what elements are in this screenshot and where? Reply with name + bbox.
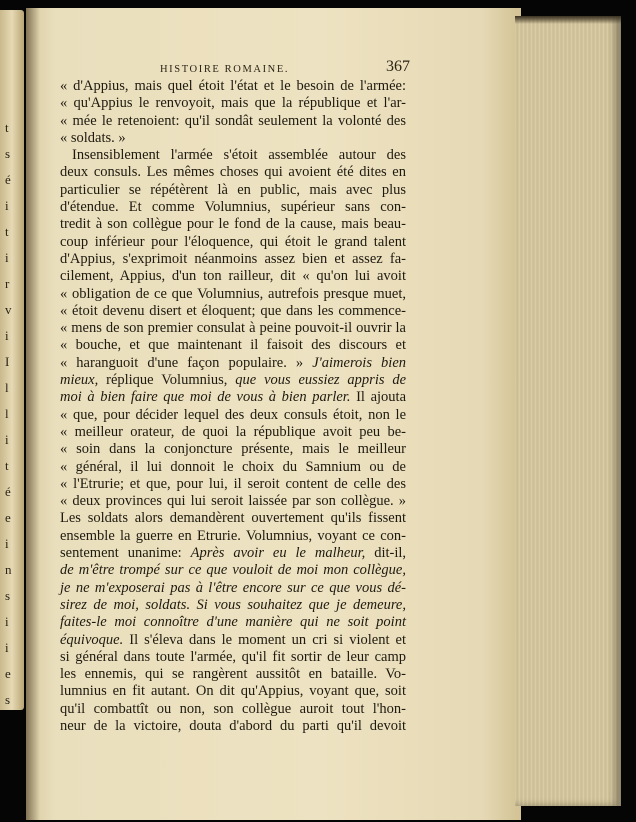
text-line (60, 234, 406, 251)
text-run: si général dans toute l'armée, qu'il fit sortir de leur camp (60, 648, 406, 665)
text-run: « deux provinces qui lui seroit laissée par son collègue. » (60, 493, 406, 510)
previous-page-edge (0, 10, 24, 710)
text-line (60, 718, 406, 735)
margin-letter: é (5, 484, 11, 499)
margin-letter: r (5, 276, 10, 291)
margin-letter: i (5, 250, 9, 265)
text-line (60, 407, 406, 424)
text-line (60, 320, 406, 337)
margin-letter: I (5, 354, 10, 369)
text-line (60, 441, 406, 458)
text-line (60, 701, 406, 718)
text-line (60, 268, 406, 285)
text-run: d'étendue. Et comme Volumnius, supérieur sans con- (60, 199, 406, 216)
italic-text: moi à bien faire que moi de vous à bien parler. (60, 389, 351, 406)
italic-text: faites-le moi connoître d'une manière qui ne soit point (60, 614, 406, 631)
text-run: ensemble la guerre en Etrurie. Volumnius, voyant ce con- (60, 527, 406, 544)
margin-letter: i (5, 432, 9, 447)
text-run: tredit à son collègue pour le fond de la cause, mais beau- (60, 216, 406, 233)
page-stack-edges (515, 16, 621, 806)
text-run: « d'Appius, mais quel étoit l'état et le besoin de l'armée: (60, 78, 406, 94)
text-run: « obligation de ce que Volumnius, autrefois presque muet, (60, 285, 406, 302)
italic-text: je ne m'exposerai pas à l'être encore sur ce que vous dé- (60, 579, 406, 596)
text-run: « soin dans la conjoncture présente, mais le meilleur (60, 441, 406, 458)
text-run: « qu'Appius le renvoyoit, mais que la république et l'ar- (60, 95, 406, 112)
text-line (60, 493, 406, 510)
italic-text: équivoque. (60, 631, 124, 648)
text-run: lumnius en fit autant. On dit qu'Appius, voyant que, soit (60, 683, 406, 700)
text-line (60, 424, 406, 441)
margin-letter: i (5, 536, 9, 551)
text-run: « soldats. » (60, 129, 126, 146)
text-run: « mée le retenoient: qu'il sondât seulement la volonté des (60, 112, 406, 129)
margin-letter: é (5, 172, 11, 187)
text-line (60, 545, 406, 562)
margin-letter: n (5, 562, 12, 577)
text-line (60, 78, 406, 95)
text-line (60, 632, 406, 649)
text-run: « général, il lui donnoit le choix du Samnium ou de (60, 458, 406, 475)
margin-letter: t (5, 120, 9, 135)
text-run: coup inférieur pour l'éloquence, qui étoit le grand talent (60, 233, 406, 250)
margin-letter: s (5, 692, 11, 707)
text-line (60, 303, 406, 320)
text-line (60, 597, 406, 614)
margin-letter: i (5, 328, 9, 343)
text-run: neur de la victoire, douta d'abord du parti qu'il devoit (60, 717, 406, 734)
text-run: les ennemis, qui se rangèrent aussitôt en bataille. Vo- (60, 666, 406, 683)
margin-letter: s (5, 588, 11, 603)
margin-letter: t (5, 458, 9, 473)
margin-letter: i (5, 614, 9, 629)
text-run: cilement, Appius, d'un ton railleur, dit « qu'on lui avoit (60, 268, 406, 285)
italic-text: Après avoir eu le malheur, (190, 545, 366, 562)
text-line (60, 147, 406, 164)
text-line (60, 372, 406, 389)
body-text (60, 78, 406, 735)
text-run: Il ajouta (356, 389, 407, 406)
text-run: Il s'éleva dans le moment un cri si violent et (129, 631, 406, 648)
text-run: dit-il, (374, 545, 407, 562)
text-line (60, 182, 406, 199)
text-line (60, 510, 406, 527)
margin-letter: s (5, 146, 11, 161)
text-line (60, 337, 406, 354)
text-line (60, 251, 406, 268)
page-header (160, 60, 410, 80)
italic-text: sirez de moi, soldats. Si vous souhaitez que je demeure, (60, 596, 406, 613)
italic-text: J'aimerois bien (312, 354, 407, 371)
text-line (60, 562, 406, 579)
margin-letter: e (5, 666, 11, 681)
italic-text: mieux, (60, 372, 99, 389)
text-run: « étoit devenu disert et éloquent; que dans les commence- (60, 302, 406, 319)
text-line (60, 580, 406, 597)
text-line (60, 113, 406, 130)
page-gutter-shadow (26, 8, 40, 820)
text-run: Les soldats alors demandèrent ouvertement qu'ils fissent (60, 510, 406, 527)
text-run: qu'il combattît ou non, son collègue auroit tout l'hon- (60, 700, 406, 717)
text-line (60, 389, 406, 406)
text-line (60, 286, 406, 303)
text-line (60, 614, 406, 631)
text-run: d'Appius, s'exprimoit néanmoins assez bien et assez fa- (60, 250, 406, 267)
italic-text: que vous eussiez appris de (235, 372, 407, 389)
text-line (60, 666, 406, 683)
text-line (60, 130, 406, 147)
text-run: « mens de son premier consulat à peine pouvoit-il ouvrir la (60, 320, 406, 337)
running-title: HISTOIRE ROMAINE. (160, 64, 290, 75)
text-line (60, 164, 406, 181)
text-run: « meilleur orateur, de quoi la république avoit peu be- (60, 423, 406, 440)
text-line (60, 649, 406, 666)
margin-letter: i (5, 198, 9, 213)
margin-letter: t (5, 224, 9, 239)
text-run: réplique Volumnius, (106, 372, 228, 389)
margin-letter: v (5, 302, 12, 317)
text-run: « l'Etrurie; et que, pour lui, il seroit content de celle des (60, 475, 406, 492)
text-run: sentement unanime: (60, 545, 182, 562)
italic-text: de m'être trompé sur ce que vouloit de moi mon collègue, (60, 562, 406, 579)
text-line (60, 216, 406, 233)
text-run: Insensiblement l'armée s'étoit assemblée autour des (72, 147, 406, 164)
page-number: 367 (386, 58, 410, 75)
margin-letter: l (5, 380, 9, 395)
text-run: « bouche, et que maintenant il faisoit des discours et (60, 337, 406, 354)
text-line (60, 528, 406, 545)
text-line (60, 683, 406, 700)
text-line (60, 355, 406, 372)
text-line (60, 476, 406, 493)
margin-letter: l (5, 406, 9, 421)
text-run: « que, pour décider lequel des deux consuls étoit, non le (60, 406, 406, 423)
text-run: deux consuls. Les mêmes choses qui avoient été dites en (60, 164, 406, 181)
margin-letter: e (5, 510, 11, 525)
text-run: particulier se répétèrent là en public, mais avec plus (60, 181, 406, 198)
margin-letter: i (5, 640, 9, 655)
text-line (60, 199, 406, 216)
text-run: « haranguoit d'une façon populaire. » (60, 354, 304, 371)
text-line (60, 459, 406, 476)
text-line (60, 95, 406, 112)
